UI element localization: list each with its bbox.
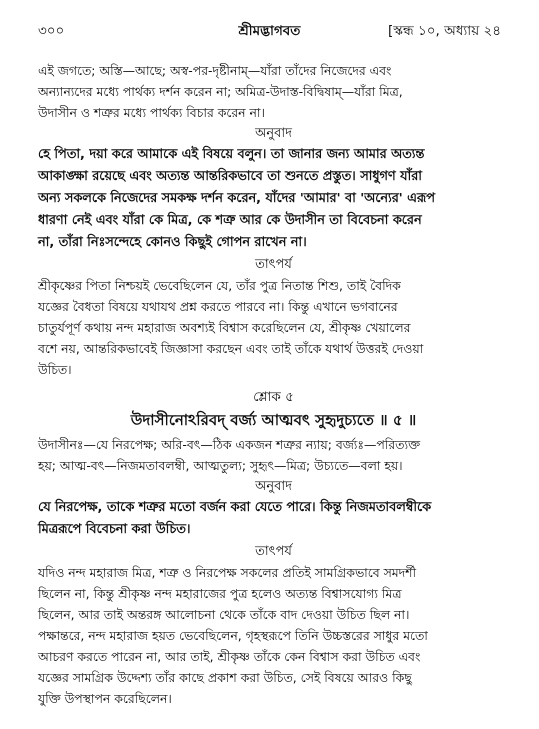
text-line: উদাসীন ও শত্রুর মধ্যে পার্থক্য বিচার করেন না।: [38, 105, 265, 120]
running-title: শ্রীমদ্ভাগবত: [238, 23, 301, 39]
text-line: যে নিরপেক্ষ, তাকে শত্রুর মতো বর্জন করা যেতে পারে। কিন্তু নিজমতাবলম্বীকে: [38, 500, 432, 515]
translation-text: [38, 497, 509, 541]
text-line: বশে নয়, আন্তরিকভাবেই জিজ্ঞাসা করছেন এবং তাই তাঁকে যথার্থ উত্তরই দেওয়া: [38, 341, 424, 356]
synonyms: [38, 434, 509, 476]
page-number: ৩০০: [38, 23, 65, 39]
purport-heading: তাৎপর্য: [255, 257, 292, 272]
text-line: যুক্তি উপস্থাপন করেছিলেন।: [38, 691, 172, 706]
text-line: মিত্ররূপে বিবেচনা করা উচিত।: [38, 522, 191, 537]
verse-heading: শ্লোক ৫: [253, 389, 294, 405]
text-line: অন্যান্যদের মধ্যে পার্থক্য দর্শন করেন না; অমিত্র-উদাস্ত-বিদ্বিষাম্—যাঁরা মিত্র,: [38, 84, 403, 99]
text-line: হয়; আত্ম-বৎ—নিজমতাবলম্বী, আত্মতুল্য; সুহৃৎ—মিত্র; উচ্যতে—বলা হয়।: [38, 458, 403, 473]
text-line: না, তাঁরা নিঃসন্দেহে কোনও কিছুই গোপন রাখেন না।: [38, 235, 307, 250]
page-body: [38, 60, 509, 709]
text-line: আচরণ করতে পারেন না, আর তাই, শ্রীকৃষ্ণ তাঁকে কেন বিশ্বাস করা উচিত এবং: [38, 649, 421, 664]
verse-text: উদাসীনোঽরিবদ্ বর্জ্য আত্মবৎ সুহৃদুচ্যতে ॥ ৫ ॥: [130, 411, 417, 429]
purport-text: [38, 562, 509, 709]
text-line: আকাঙ্ক্ষা রয়েছে এবং অত্যন্ত আন্তরিকভাবে তা শুনতে প্রস্তুত। সাধুগণ যাঁরা: [38, 169, 422, 184]
text-line: চাতুর্যপূর্ণ কথায় নন্দ মহারাজ অবশ্যই বিশ্বাস করেছিলেন যে, শ্রীকৃষ্ণ খেয়ালের: [38, 320, 411, 335]
text-line: উচিত।: [38, 362, 72, 377]
translation-heading: অনুবাদ: [255, 126, 292, 141]
text-line: ছিলেন, আর তাই অন্তরঙ্গ আলোচনা থেকে তাঁকে বাদ দেওয়া উচিত ছিল না।: [38, 607, 410, 622]
translation-heading: অনুবাদ: [255, 479, 292, 494]
text-line: উদাসীনঃ—যে নিরপেক্ষ; অরি-বৎ—ঠিক একজন শত্রুর ন্যায়; বর্জ্যঃ—পরিত্যক্ত: [38, 437, 421, 452]
text-line: যজ্ঞের সামগ্রিক উদ্দেশ্য তাঁর কাছে প্রকাশ করা উচিত, সেই বিষয়ে আরও কিছু: [38, 670, 412, 685]
purport-heading: তাৎপর্য: [255, 544, 292, 559]
text-line: অন্য সকলকে নিজেদের সমকক্ষ দর্শন করেন, যাঁদের 'আমার' বা 'অন্যের' এরূপ: [38, 191, 435, 206]
text-line: ধারণা নেই এবং যাঁরা কে মিত্র, কে শত্রু আর কে উদাসীন তা বিবেচনা করেন: [38, 213, 422, 228]
text-line: যজ্ঞের বৈধতা বিষয়ে যথাযথ প্রশ্ন করতে পারবে না। কিন্তু এখানে ভগবানের: [38, 299, 398, 314]
text-line: পক্ষান্তরে, নন্দ মহারাজ হয়ত ভেবেছিলেন, গৃহস্থরূপে তিনি উচ্চস্তরের সাধুর মতো: [38, 628, 428, 643]
text-line: এই জগতে; অস্তি—আছে; অস্ব-পর-দৃষ্টীনাম্—যাঁরা তাঁদের নিজেদের এবং: [38, 63, 392, 78]
page-header: [38, 20, 501, 42]
translation-text: [38, 144, 509, 254]
continued-synonyms: [38, 60, 509, 123]
text-line: হে পিতা, দয়া করে আমাকে এই বিষয়ে বলুন। তা জানার জন্য আমার অত্যন্ত: [38, 147, 425, 162]
canto-chapter-reference: [স্কন্ধ ১০, অধ্যায় ২৪: [388, 23, 501, 39]
text-line: যদিও নন্দ মহারাজ মিত্র, শত্রু ও নিরপেক্ষ সকলের প্রতিই সামগ্রিকভাবে সমদর্শী: [38, 565, 417, 580]
purport-text: [38, 275, 509, 380]
text-line: ছিলেন না, কিন্তু শ্রীকৃষ্ণ নন্দ মহারাজের পুত্র হলেও অত্যন্ত বিশ্বাসযোগ্য মিত্র: [38, 586, 402, 601]
text-line: শ্রীকৃষ্ণের পিতা নিশ্চয়ই ভেবেছিলেন যে, তাঁর পুত্র নিতান্ত শিশু, তাই বৈদিক: [38, 278, 401, 293]
